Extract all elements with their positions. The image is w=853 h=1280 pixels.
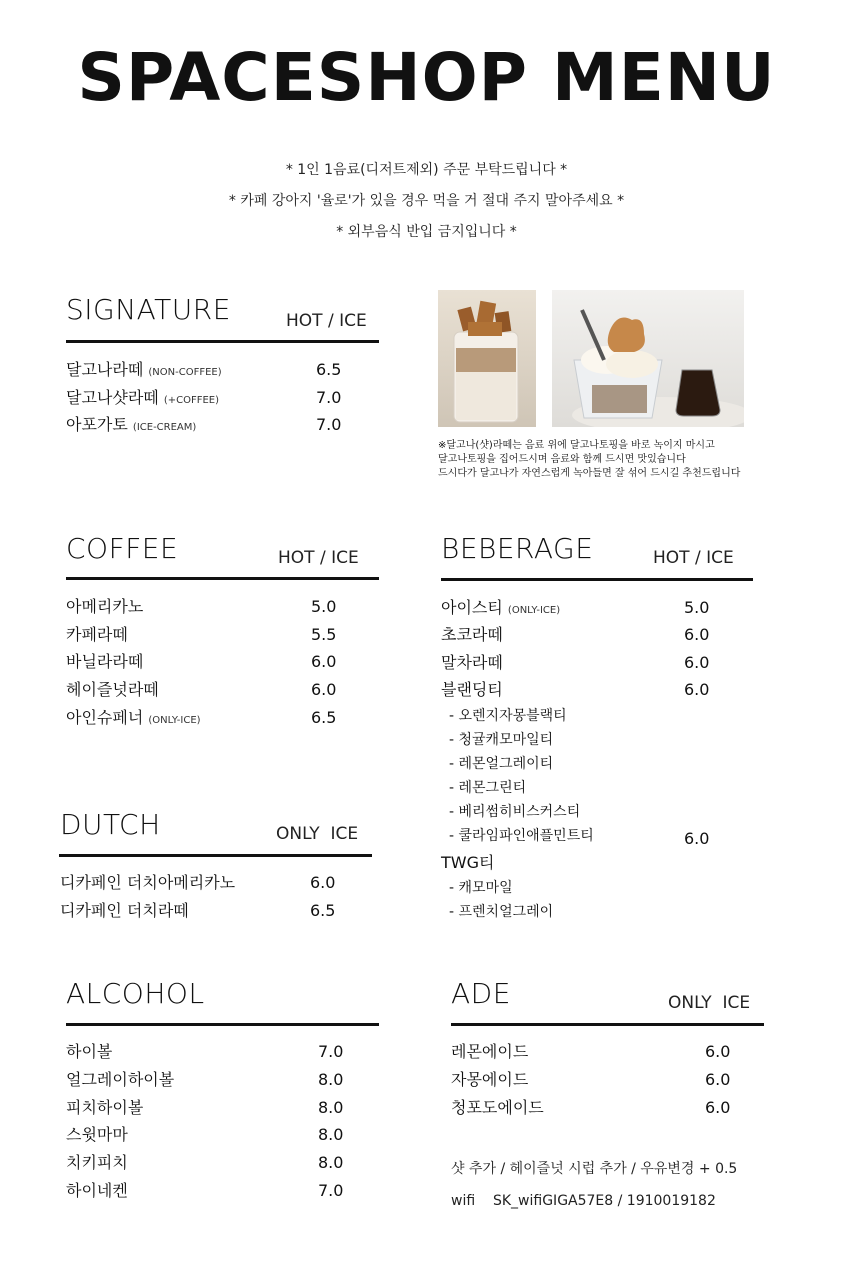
coffee-header: HOT / ICE [278, 548, 359, 568]
beverage-header: HOT / ICE [653, 548, 734, 568]
item-note: (NON-COFFEE) [148, 367, 222, 378]
item-price: 7.0 [316, 388, 342, 407]
item-name: 청포도에이드 [451, 1098, 544, 1117]
wifi-value: SK_wifiGIGA57E8 / 1910019182 [492, 1193, 716, 1209]
wifi-info [451, 1193, 716, 1209]
item-name: 치키피치 [66, 1153, 128, 1172]
wifi-label: wifi [451, 1193, 476, 1209]
item-price: 7.0 [318, 1181, 344, 1200]
item-price: 5.0 [311, 597, 337, 616]
alcohol-title: ALCOHOL [66, 977, 205, 1010]
item-note: (ONLY-ICE) [507, 605, 561, 616]
item-price: 8.0 [318, 1098, 344, 1117]
item-note: (+COFFEE) [163, 395, 220, 406]
affogato-photo [552, 290, 744, 427]
signature-caption-2: 달고나토핑을 집어드시며 음료와 함께 드시면 맛있습니다 [438, 454, 686, 465]
item-name: 자몽에이드 [451, 1070, 529, 1089]
item-price: 6.5 [310, 901, 336, 920]
notice-dog: * 카페 강아지 '율로'가 있을 경우 먹을 거 절대 주지 말아주세요 * [228, 193, 625, 209]
dutch-header: ONLY ICE [276, 824, 359, 844]
item-name: 말차라떼 [441, 653, 503, 672]
item-name: 헤이즐넛라떼 [66, 680, 159, 699]
blending-tea-item: - 레몬얼그레이티 [449, 756, 554, 772]
coffee-rule [66, 577, 379, 580]
twg-price: 6.0 [684, 829, 710, 848]
ade-rule [451, 1023, 764, 1026]
dutch-title: DUTCH [60, 808, 161, 841]
ade-header: ONLY ICE [668, 993, 751, 1013]
item-name: 블랜딩티 [441, 680, 503, 699]
item-price: 6.0 [684, 680, 710, 699]
item-price: 7.0 [318, 1042, 344, 1061]
item-name: 피치하이볼 [66, 1098, 144, 1117]
blending-tea-item: - 베리썸히비스커스티 [449, 804, 581, 820]
extras-note: 샷 추가 / 헤이즐넛 시럽 추가 / 우유변경 + 0.5 [451, 1161, 738, 1177]
item-price: 6.0 [705, 1042, 731, 1061]
blending-tea-item: - 쿨라임파인애플민트티 [449, 828, 594, 844]
item-name: 아메리카노 [66, 597, 144, 616]
item-name: 하이볼 [66, 1042, 113, 1061]
item-name: 얼그레이하이볼 [66, 1070, 175, 1089]
dalgona-latte-photo [438, 290, 536, 427]
item-price: 8.0 [318, 1125, 344, 1144]
item-price: 8.0 [318, 1070, 344, 1089]
item-name: 아이스티 [441, 598, 503, 617]
signature-title: SIGNATURE [66, 293, 231, 326]
item-note: (ICE-CREAM) [132, 422, 197, 433]
item-name: 달고나샷라떼 [66, 388, 159, 407]
coffee-title: COFFEE [66, 532, 179, 565]
ade-title: ADE [451, 977, 511, 1010]
twg-tea-item: - 프렌치얼그레이 [449, 904, 554, 920]
blending-tea-item: - 오렌지자몽블랙티 [449, 708, 567, 724]
item-name: 디카페인 더치아메리카노 [60, 873, 236, 892]
beverage-rule [441, 578, 753, 581]
item-price: 6.0 [311, 652, 337, 671]
item-price: 7.0 [316, 415, 342, 434]
notice-order: * 1인 1음료(디저트제외) 주문 부탁드립니다 * [285, 162, 568, 178]
menu-title: SPACESHOP MENU [77, 39, 776, 116]
item-price: 8.0 [318, 1153, 344, 1172]
item-name: 바닐라라떼 [66, 652, 144, 671]
item-price: 6.5 [316, 360, 342, 379]
alcohol-rule [66, 1023, 379, 1026]
signature-header: HOT / ICE [286, 311, 367, 331]
twg-tea-item: - 캐모마일 [449, 880, 513, 896]
item-name: 하이네켄 [66, 1181, 128, 1200]
item-name: 카페라떼 [66, 625, 128, 644]
item-price: 6.0 [311, 680, 337, 699]
item-price: 6.0 [684, 625, 710, 644]
item-price: 6.0 [310, 873, 336, 892]
blending-tea-item: - 레몬그린티 [449, 780, 527, 796]
item-note: (ONLY-ICE) [148, 715, 201, 726]
item-price: 6.0 [705, 1098, 731, 1117]
item-name: 아포가토 [66, 415, 128, 434]
notice-outside-food: * 외부음식 반입 금지입니다 * [336, 224, 517, 240]
item-price: 6.0 [684, 653, 710, 672]
signature-caption-1: ※달고나(샷)라떼는 음료 위에 달고나토핑을 바로 녹이지 마시고 [438, 440, 715, 451]
item-price: 6.5 [311, 708, 337, 727]
blending-tea-item: - 청귤캐모마일티 [449, 732, 554, 748]
dutch-rule [59, 854, 372, 857]
item-name: 레몬에이드 [451, 1042, 529, 1061]
item-name: 달고나라떼 [66, 360, 144, 379]
item-name: 디카페인 더치라떼 [60, 901, 189, 920]
beverage-title: BEBERAGE [441, 532, 594, 565]
item-price: 5.0 [684, 598, 710, 617]
signature-rule [66, 340, 379, 343]
signature-caption-3: 드시다가 달고나가 자연스럽게 녹아들면 잘 섞어 드시길 추천드립니다 [438, 468, 741, 479]
item-name: 초코라떼 [441, 625, 503, 644]
item-name: 스윗마마 [66, 1125, 128, 1144]
item-price: 6.0 [705, 1070, 731, 1089]
twg-title: TWG티 [441, 853, 495, 872]
item-name: 아인슈페너 [66, 708, 144, 727]
item-price: 5.5 [311, 625, 337, 644]
